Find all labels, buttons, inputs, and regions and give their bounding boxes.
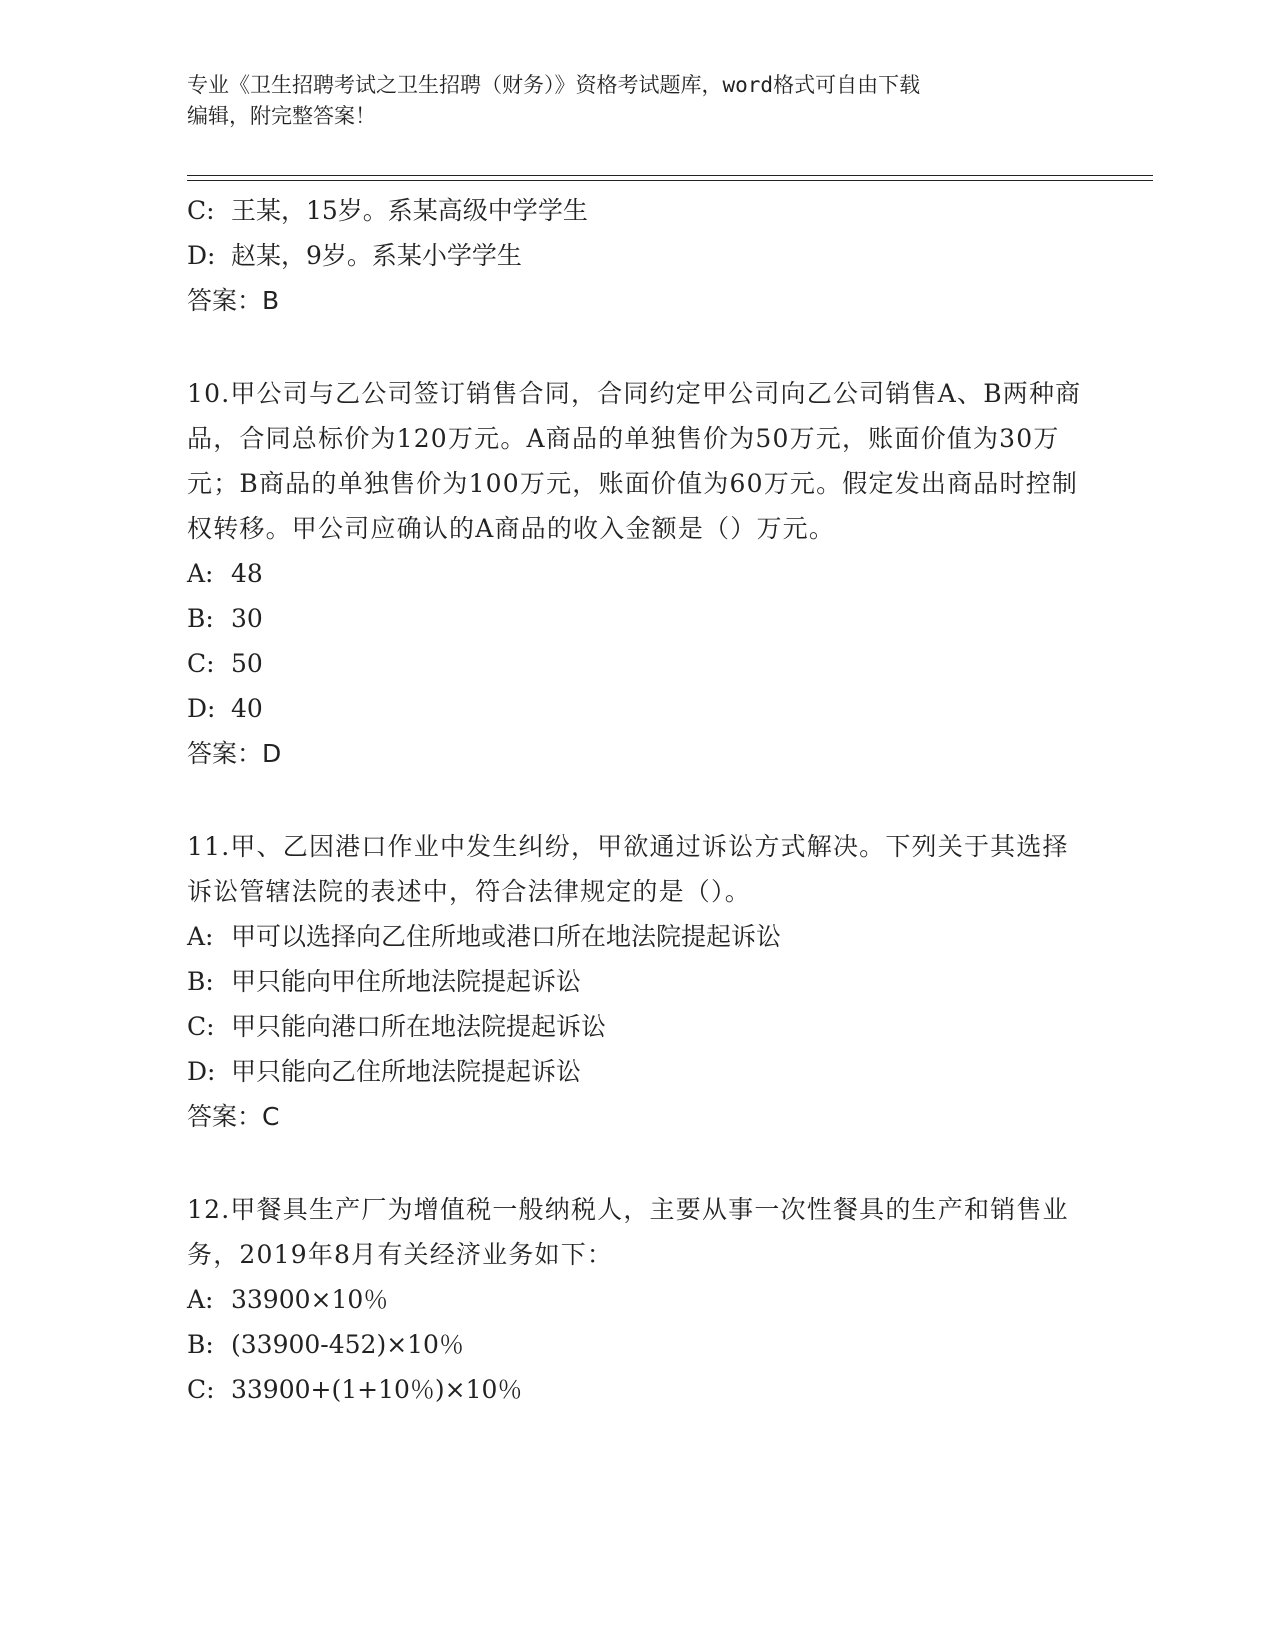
- option-c: [187, 641, 1087, 686]
- option-text: 33900×10％: [231, 1285, 389, 1314]
- question-11: [187, 824, 1087, 1139]
- option-text: 50: [231, 649, 263, 678]
- option-text: 30: [231, 604, 263, 633]
- option-letter: D:: [187, 1057, 216, 1086]
- option-text: 甲只能向港口所在地法院提起诉讼: [231, 1012, 607, 1041]
- answer-line: 答案：D: [187, 739, 282, 768]
- option-a: [187, 551, 1087, 596]
- option-letter: B:: [187, 604, 214, 633]
- option-d: [187, 686, 1087, 731]
- option-letter: B:: [187, 1330, 214, 1359]
- header-divider-bottom: [187, 180, 1153, 181]
- option-text: 甲只能向乙住所地法院提起诉讼: [231, 1057, 582, 1086]
- header-divider-top: [187, 175, 1153, 176]
- question-9-tail: [187, 188, 1087, 323]
- document-header: [187, 70, 1087, 132]
- question-stem: 10.甲公司与乙公司签订销售合同，合同约定甲公司向乙公司销售A、B两种商品，合同总标价为120万元。A商品的单独售价为50万元，账面价值为30万元；B商品的单独售价为100万元，账面价值为60万元。假定发出商品时控制权转移。甲公司应确认的A商品的收入金额是（）万元。: [187, 379, 1082, 543]
- question-12: [187, 1187, 1087, 1412]
- option-text: (33900-452)×10％: [231, 1330, 464, 1359]
- option-c: [187, 1367, 1087, 1412]
- option-letter: D:: [187, 241, 216, 270]
- option-text: 甲只能向甲住所地法院提起诉讼: [231, 967, 582, 996]
- question-stem: 12.甲餐具生产厂为增值税一般纳税人，主要从事一次性餐具的生产和销售业务，2019年8月有关经济业务如下：: [187, 1195, 1069, 1269]
- option-text: 40: [231, 694, 263, 723]
- option-letter: B:: [187, 967, 214, 996]
- option-letter: A:: [187, 559, 214, 588]
- question-10: [187, 371, 1087, 776]
- option-text: 赵某，9岁。系某小学学生: [231, 241, 522, 270]
- option-c: [187, 1004, 1087, 1049]
- option-letter: D:: [187, 694, 216, 723]
- option-b: [187, 1322, 1087, 1367]
- question-list: [187, 188, 1087, 1412]
- option-d: [187, 1049, 1087, 1094]
- option-letter: C:: [187, 649, 215, 678]
- question-gap: [187, 1139, 1087, 1187]
- option-text: 王某，15岁。系某高级中学学生: [231, 196, 588, 225]
- option-b: [187, 959, 1087, 1004]
- option-d: [187, 233, 1087, 278]
- option-letter: C:: [187, 1012, 215, 1041]
- option-text: 33900+(1+10％)×10％: [231, 1375, 523, 1404]
- header-line-1: 专业《卫生招聘考试之卫生招聘（财务）》资格考试题库，word格式可自由下载: [187, 73, 921, 97]
- question-stem: 11.甲、乙因港口作业中发生纠纷，甲欲通过诉讼方式解决。下列关于其选择诉讼管辖法院的表述中，符合法律规定的是（）。: [187, 832, 1069, 906]
- option-a: [187, 1277, 1087, 1322]
- option-b: [187, 596, 1087, 641]
- answer-line: 答案：C: [187, 1102, 280, 1131]
- option-a: [187, 914, 1087, 959]
- option-letter: C:: [187, 1375, 215, 1404]
- option-text: 48: [231, 559, 263, 588]
- answer-line: 答案：B: [187, 286, 280, 315]
- option-letter: C:: [187, 196, 215, 225]
- option-c: [187, 188, 1087, 233]
- option-text: 甲可以选择向乙住所地或港口所在地法院提起诉讼: [231, 922, 782, 951]
- question-gap: [187, 776, 1087, 824]
- question-gap: [187, 323, 1087, 371]
- option-letter: A:: [187, 1285, 214, 1314]
- header-line-2: 编辑，附完整答案！: [187, 104, 376, 128]
- option-letter: A:: [187, 922, 214, 951]
